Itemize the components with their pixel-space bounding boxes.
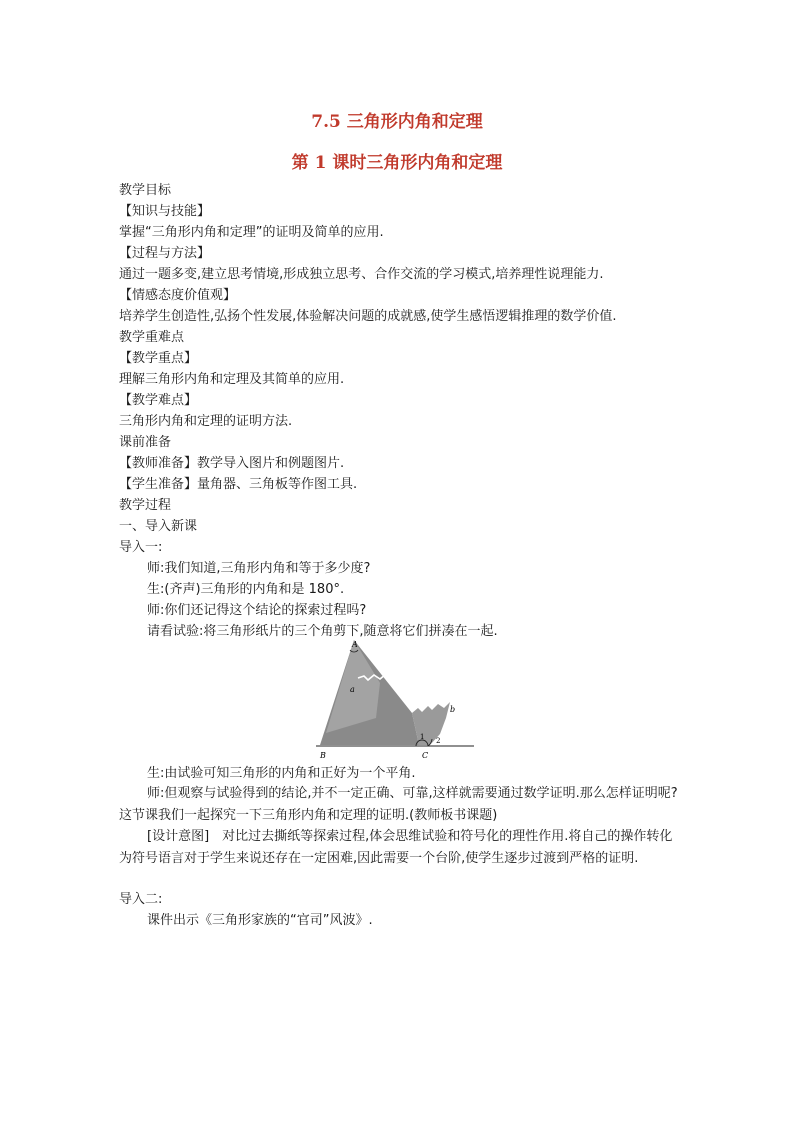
dialog-student-conclusion: 生:由试验可知三角形的内角和正好为一个平角. [147, 766, 416, 781]
heading-teaching-difficulty: 【教学难点】 [119, 393, 198, 408]
dialog-student-answer: 生:(齐声)三角形的内角和是 180°. [147, 582, 345, 597]
text-teaching-key: 理解三角形内角和定理及其简单的应用. [119, 372, 345, 387]
label-angle-1: 1 [420, 733, 425, 741]
heading-teaching-key: 【教学重点】 [119, 351, 198, 366]
heading-emotion-values: 【情感态度价值观】 [119, 288, 237, 303]
label-b-vertex: B [320, 751, 326, 760]
text-courseware: 课件出示《三角形家族的“官司”风波》. [147, 913, 373, 928]
heading-intro-new-lesson: 一、导入新课 [119, 519, 198, 534]
dialog-experiment: 请看试验:将三角形纸片的三个角剪下,随意将它们拼凑在一起. [147, 624, 498, 639]
heading-knowledge-skills: 【知识与技能】 [119, 204, 211, 219]
text-student-prep: 【学生准备】量角器、三角板等作图工具. [119, 477, 358, 492]
heading-key-difficult: 教学重难点 [119, 330, 185, 345]
text-emotion-values: 培养学生创造性,弘扬个性发展,体验解决问题的成就感,使学生感悟逻辑推理的数学价值. [119, 309, 617, 324]
dialog-teacher-proof: 师:但观察与试验得到的结论,并不一定正确、可靠,这样就需要通过数学证明.那么怎样证明呢?这节课我们一起探究一下三角形内角和定理的证明.(教师板书课题) [119, 786, 678, 823]
label-a-vertex: A [352, 640, 358, 649]
heading-intro-one: 导入一: [119, 540, 163, 555]
heading-process-method: 【过程与方法】 [119, 246, 211, 261]
dialog-teacher-recall: 师:你们还记得这个结论的探索过程吗? [147, 603, 367, 618]
label-a-side: a [350, 685, 355, 694]
label-b-piece: b [450, 705, 456, 714]
heading-teaching-process: 教学过程 [119, 498, 172, 513]
heading-intro-two: 导入二: [119, 892, 163, 907]
heading-preparation: 课前准备 [119, 435, 172, 450]
label-angle-2: 2 [436, 737, 441, 745]
torn-corner-piece [412, 702, 450, 745]
heading-teaching-goals: 教学目标 [119, 183, 172, 198]
dialog-teacher-question: 师:我们知道,三角形内角和等于多少度? [147, 561, 371, 576]
text-teaching-difficulty: 三角形内角和定理的证明方法. [119, 414, 293, 429]
text-teacher-prep: 【教师准备】教学导入图片和例题图片. [119, 456, 345, 471]
text-knowledge-skills: 掌握“三角形内角和定理”的证明及简单的应用. [119, 225, 384, 240]
triangle-figure [314, 638, 484, 763]
sub-title: 第 1 课时三角形内角和定理 [291, 153, 503, 173]
text-process-method: 通过一题多变,建立思考情境,形成独立思考、合作交流的学习模式,培养理性说理能力. [119, 267, 604, 282]
main-title: 7.5 三角形内角和定理 [311, 112, 483, 132]
design-intent: [设计意图] 对比过去撕纸等探索过程,体会思维试验和符号化的理性作用.将自己的操作转化为符号语言对于学生来说还存在一定困难,因此需要一个台阶,使学生逐步过渡到严格的证明. [119, 829, 673, 866]
label-c-vertex: C [422, 751, 429, 760]
